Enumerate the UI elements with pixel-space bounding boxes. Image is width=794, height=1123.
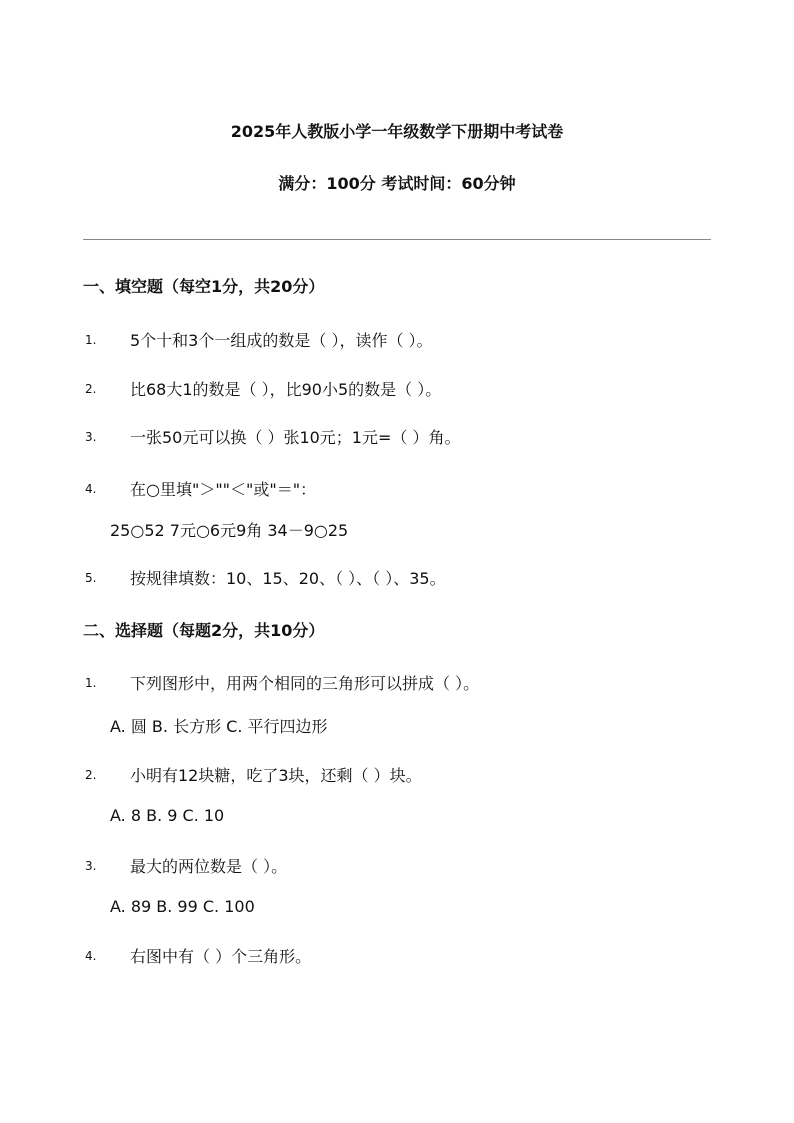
question-text: 右图中有（ ）个三角形。 bbox=[130, 947, 312, 966]
question-item bbox=[0, 477, 794, 499]
question-item bbox=[0, 944, 794, 966]
question-number: 2. bbox=[85, 768, 97, 782]
question-text: 最大的两位数是（ ）。 bbox=[130, 857, 288, 876]
question-number: 1. bbox=[85, 333, 97, 347]
question-item bbox=[0, 425, 794, 447]
question-number: 4. bbox=[85, 482, 97, 496]
question-text: 5个十和3个一组成的数是（ ），读作（ ）。 bbox=[130, 331, 433, 350]
question-item bbox=[0, 671, 794, 693]
question-text: 在○里填"＞""＜"或"＝"： bbox=[130, 480, 317, 499]
question-number: 1. bbox=[85, 676, 97, 690]
question-number: 3. bbox=[85, 859, 97, 873]
answer-options: A. 89 B. 99 C. 100 bbox=[110, 897, 255, 916]
answer-options: A. 圆 B. 长方形 C. 平行四边形 bbox=[110, 717, 328, 736]
question-text: 小明有12块糖，吃了3块，还剩（ ）块。 bbox=[130, 766, 422, 785]
page-title: 2025年人教版小学一年级数学下册期中考试卷 bbox=[230, 122, 564, 141]
question-text: 比68大1的数是（ ），比90小5的数是（ ）。 bbox=[130, 380, 442, 399]
question-item bbox=[0, 377, 794, 399]
question-text: 一张50元可以换（ ）张10元；1元=（ ）角。 bbox=[130, 428, 461, 447]
page-subtitle: 满分：100分 考试时间：60分钟 bbox=[278, 174, 516, 193]
question-item bbox=[0, 566, 794, 588]
question-number: 5. bbox=[85, 571, 97, 585]
header-divider bbox=[83, 239, 711, 240]
question-text: 按规律填数：10、15、20、（ ）、（ ）、35。 bbox=[130, 569, 446, 588]
question-text: 下列图形中，用两个相同的三角形可以拼成（ ）。 bbox=[130, 674, 480, 693]
answer-options: A. 8 B. 9 C. 10 bbox=[110, 806, 225, 825]
section-heading-fill-in: 一、填空题（每空1分，共20分） bbox=[83, 277, 325, 296]
question-item bbox=[0, 763, 794, 785]
question-number: 2. bbox=[85, 382, 97, 396]
question-item bbox=[0, 854, 794, 876]
question-number: 4. bbox=[85, 949, 97, 963]
section-heading-multiple-choice: 二、选择题（每题2分，共10分） bbox=[83, 621, 325, 640]
question-number: 3. bbox=[85, 430, 97, 444]
question-item bbox=[0, 328, 794, 350]
question-extra-line: 25○52 7元○6元9角 34－9○25 bbox=[110, 521, 349, 540]
